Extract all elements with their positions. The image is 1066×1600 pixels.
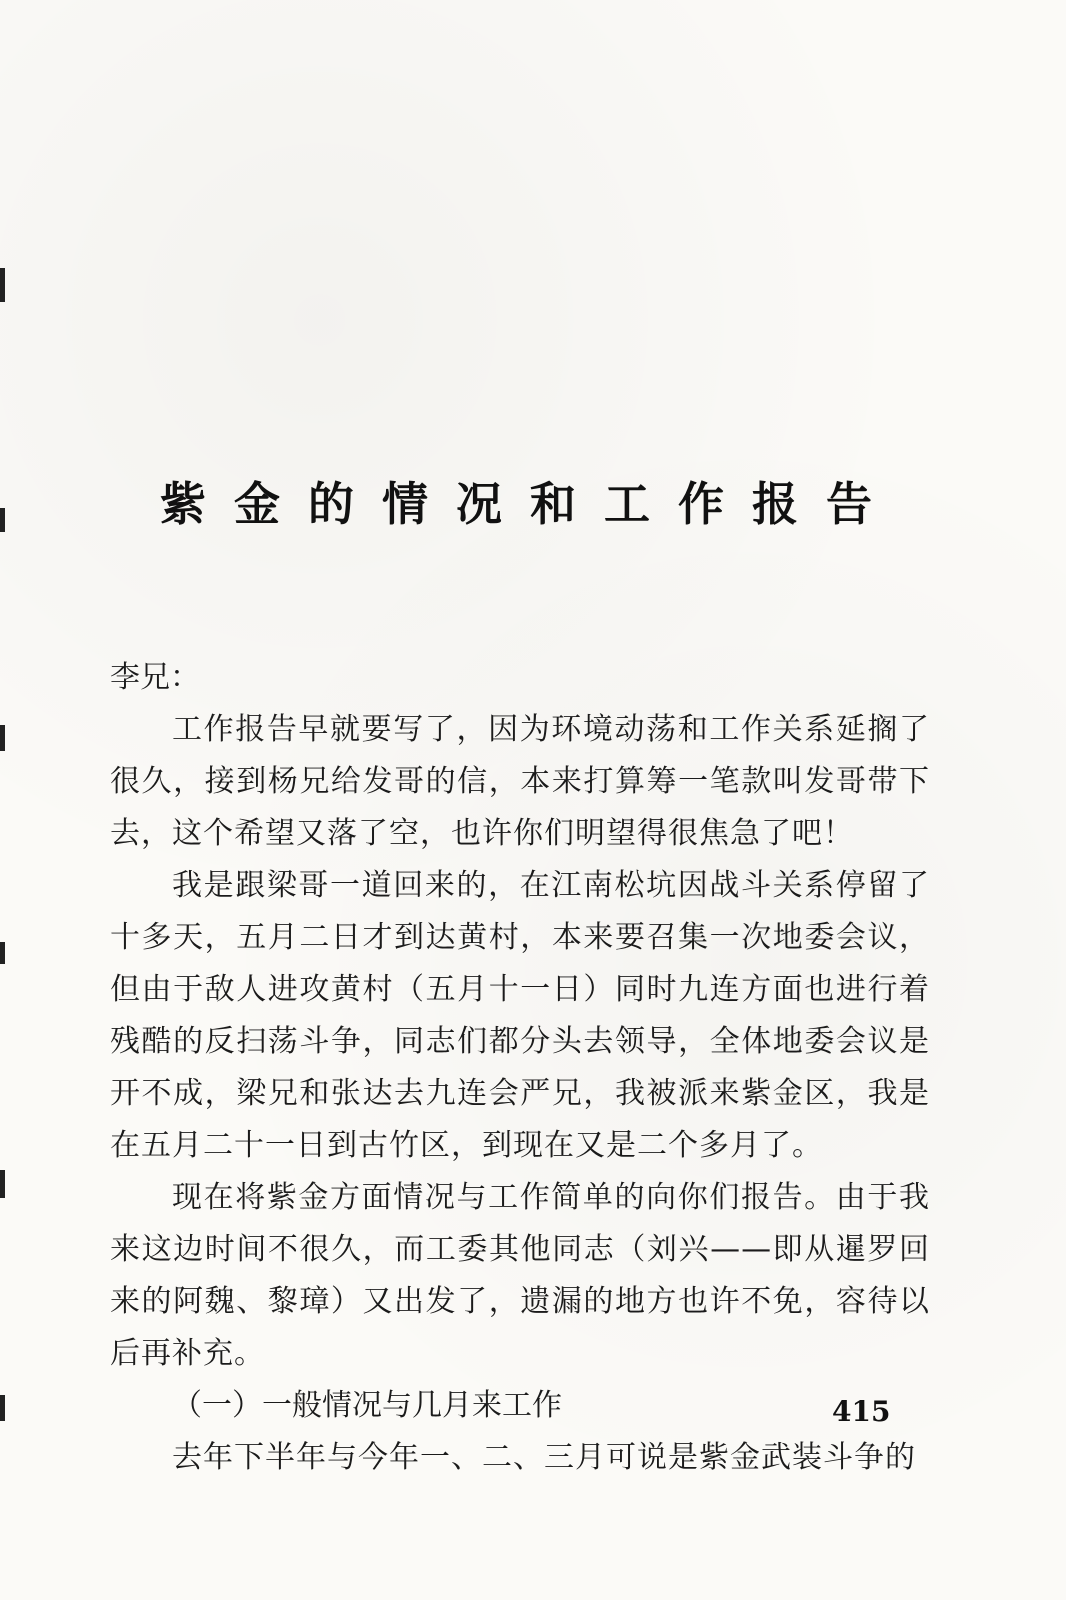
- document-title: 紫金的情况和工作报告: [160, 477, 900, 531]
- scan-edge-mark: [0, 1395, 5, 1421]
- paragraph: 工作报告早就要写了，因为环境动荡和工作关系延搁了很久，接到杨兄给发哥的信，本来打算筹一笔款叫发哥带下去，这个希望又落了空，也许你们明望得很焦急了吧！: [110, 712, 930, 851]
- paragraph: 我是跟梁哥一道回来的，在江南松坑因战斗关系停留了十多天，五月二日才到达黄村，本来要召集一次地委会议，但由于敌人进攻黄村（五月十一日）同时九连方面也进行着残酷的反扫荡斗争，同志们都分头去领导，全体地委会议是开不成，梁兄和张达去九连会严兄，我被派来紫金区，我是在五月二十一日到古竹区，到现在又是二个多月了。: [110, 868, 930, 1163]
- scan-edge-mark: [0, 268, 5, 302]
- paragraph: 现在将紫金方面情况与工作简单的向你们报告。由于我来这边时间不很久，而工委其他同志（刘兴——即从暹罗回来的阿魏、黎璋）又出发了，遗漏的地方也许不免，容待以后再补充。: [110, 1180, 930, 1371]
- letter-body: [110, 652, 930, 1484]
- page-number: 415: [832, 1395, 891, 1428]
- paragraph: 去年下半年与今年一、二、三月可说是紫金武装斗争的: [172, 1440, 916, 1475]
- section-heading: （一）一般情况与几月来工作: [172, 1388, 562, 1423]
- scan-edge-mark: [0, 508, 5, 532]
- scan-edge-mark: [0, 942, 5, 964]
- scan-edge-mark: [0, 725, 5, 751]
- scan-edge-mark: [0, 1170, 5, 1198]
- salutation: 李兄：: [110, 660, 200, 695]
